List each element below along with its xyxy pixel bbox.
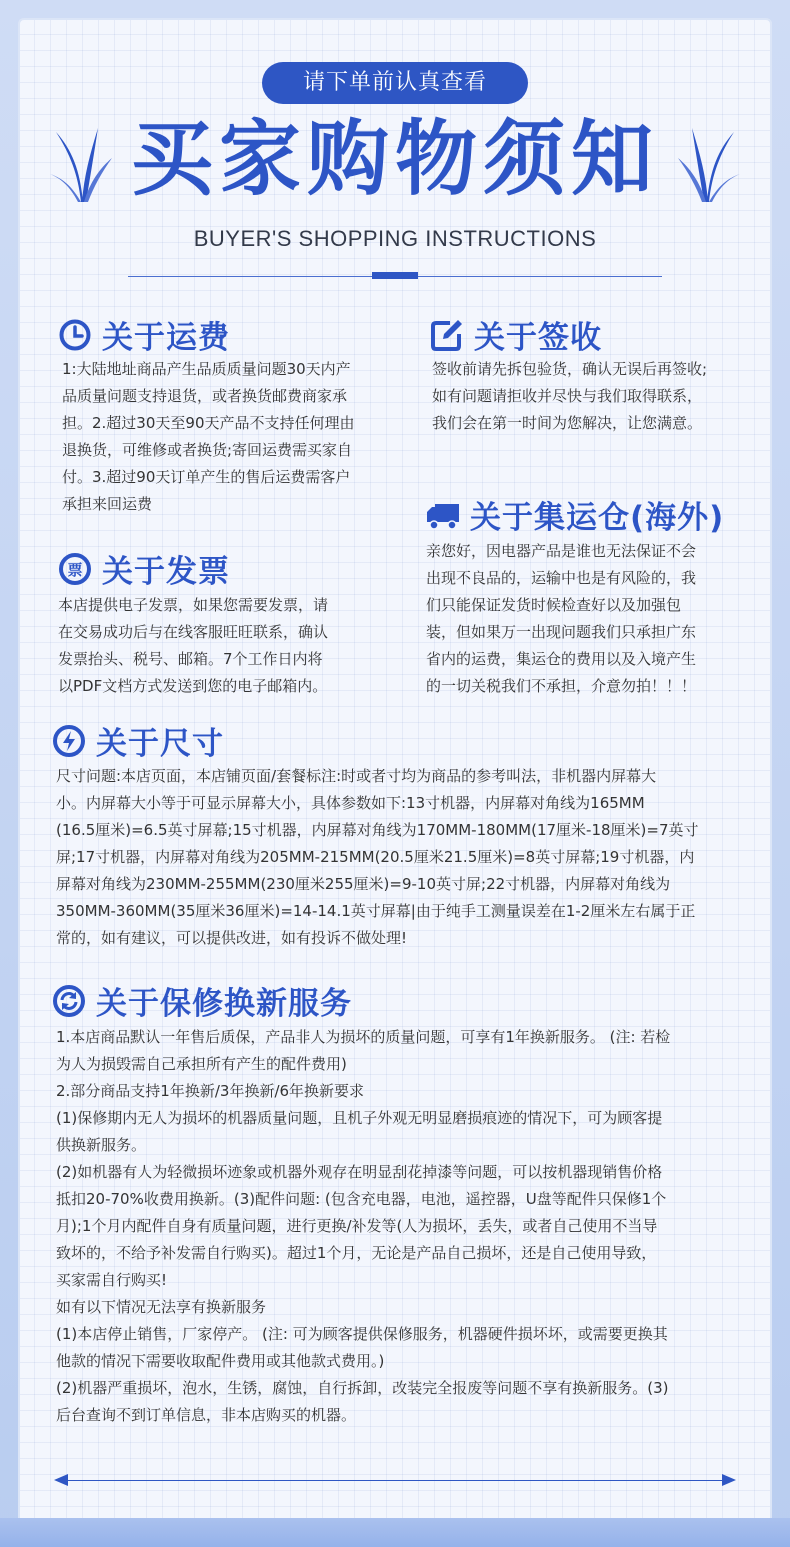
text-line: 买家需自行购买!: [56, 1271, 168, 1289]
text-line: 本店提供电子发票，如果您需要发票，请: [58, 596, 329, 614]
text-line: 以PDF文档方式发送到您的电子邮箱内。: [58, 677, 328, 695]
text-line: 发票抬头、税号、邮箱。7个工作日内将: [58, 650, 323, 668]
text-line: 1:大陆地址商品产生品质质量问题30天内产: [62, 360, 351, 378]
svg-text:票: 票: [67, 560, 83, 579]
clock-icon: [58, 318, 92, 352]
receipt-text: [432, 356, 707, 437]
text-line: (2)机器严重损坏，泡水，生锈，腐蚀，自行拆卸，改装完全报废等问题不享有换新服务。(3): [56, 1379, 669, 1397]
edit-icon: [430, 318, 464, 352]
text-line: 他款的情况下需要收取配件费用或其他款式费用。): [56, 1352, 385, 1370]
invoice-icon: [58, 552, 92, 586]
overseas-section-header: [426, 492, 724, 537]
text-line: 供换新服务。: [56, 1136, 147, 1154]
text-line: 退换货，可维修或者换货;寄回运费需买家自: [62, 441, 353, 459]
text-line: 省内的运费，集运仓的费用以及入境产生: [426, 650, 697, 668]
text-line: 为人为损毁需自己承担所有产生的配件费用): [56, 1055, 347, 1073]
text-line: 出现不良品的，运输中也是有风险的，我: [426, 569, 697, 587]
text-line: 在交易成功后与在线客服旺旺联系，确认: [58, 623, 329, 641]
refresh-icon: [52, 984, 86, 1018]
text-line: 担。2.超过30天至90天产品不支持任何理由: [62, 414, 355, 432]
english-subtitle: BUYER'S SHOPPING INSTRUCTIONS: [193, 226, 597, 251]
text-line: 月);1个月内配件自身有质量问题，进行更换/补发等(人为损坏，丢失，或者自己使用不当导: [56, 1217, 658, 1235]
receipt-section-header: [430, 312, 602, 357]
shipping-section-header: [58, 312, 230, 357]
text-line: 签收前请先拆包验货，确认无误后再签收;: [432, 360, 708, 378]
text-line: (2)如机器有人为轻微损坏迹象或机器外观存在明显刮花掉漆等问题，可以按机器现销售价格: [56, 1163, 663, 1181]
text-line: 2.部分商品支持1年换新/3年换新/6年换新要求: [56, 1082, 365, 1100]
truck-icon: [426, 498, 460, 532]
shipping-text: [62, 356, 355, 518]
text-line: (1)保修期内无人为损坏的机器质量问题，且机子外观无明显磨损痕迹的情况下，可为顾客提: [56, 1109, 663, 1127]
text-line: 我们会在第一时间为您解决，让您满意。: [432, 414, 703, 432]
arrow-right-icon: [722, 1474, 736, 1486]
lightning-icon: [52, 724, 86, 758]
text-line: 的一切关税我们不承担，介意勿拍！！！: [426, 677, 697, 695]
divider-accent: [372, 272, 418, 279]
text-line: 承担来回运费: [62, 495, 153, 513]
size-title: 关于尺寸: [96, 726, 224, 762]
bottom-band: [0, 1518, 790, 1547]
warranty-section-header: [52, 978, 352, 1023]
bottom-divider: [60, 1480, 730, 1481]
text-line: 装，但如果万一出现问题我们只承担广东: [426, 623, 697, 641]
arrow-left-icon: [54, 1474, 68, 1486]
notice-pill: 请下单前认真查看: [262, 62, 528, 104]
overseas-text: [426, 538, 696, 700]
text-line: 常的，如有建议，可以提供改进，如有投诉不做处理!: [56, 929, 408, 947]
text-line: 付。3.超过90天订单产生的售后运费需客户: [62, 468, 351, 486]
text-line: 们只能保证发货时候检查好以及加强包: [426, 596, 682, 614]
invoice-text: [58, 592, 328, 700]
invoice-section-header: [58, 546, 230, 591]
text-line: (1)本店停止销售，厂家停产。 (注: 可为顾客提供保修服务，机器硬件损坏坏，或需要更换其: [56, 1325, 668, 1343]
text-line: 如有问题请拒收并尽快与我们取得联系，: [432, 387, 703, 405]
text-line: 抵扣20-70%收费用换新。(3)配件问题: (包含充电器，电池，遥控器，U盘等配件只保修1个: [56, 1190, 667, 1208]
warranty-text: [56, 1024, 746, 1429]
text-line: 1.本店商品默认一年售后质保，产品非人为损坏的质量问题，可享有1年换新服务。 (注: 若检: [56, 1028, 671, 1046]
text-line: 后台查询不到订单信息，非本店购买的机器。: [56, 1406, 357, 1424]
text-line: (16.5厘米)=6.5英寸屏幕;15寸机器，内屏幕对角线为170MM-180MM(17厘米-18厘米)=7英寸: [56, 821, 699, 839]
shipping-title: 关于运费: [102, 320, 230, 356]
receipt-title: 关于签收: [474, 320, 602, 356]
invoice-title: 关于发票: [102, 554, 230, 590]
size-section-header: [52, 718, 224, 763]
text-line: 350MM-360MM(35厘米36厘米)=14-14.1英寸屏幕|由于纯手工测量误差在1-2厘米左右属于正: [56, 902, 696, 920]
warranty-title: 关于保修换新服务: [96, 986, 352, 1022]
overseas-title: 关于集运仓(海外): [470, 500, 725, 536]
text-line: 如有以下情况无法享有换新服务: [56, 1298, 267, 1316]
text-line: 品质量问题支持退货，或者换货邮费商家承: [62, 387, 348, 405]
text-line: 小。内屏幕大小等于可显示屏幕大小，具体参数如下:13寸机器，内屏幕对角线为165MM: [56, 794, 645, 812]
text-line: 屏;17寸机器，内屏幕对角线为205MM-215MM(20.5厘米21.5厘米)=8英寸屏幕;19寸机器，内: [56, 848, 695, 866]
text-line: 亲您好，因电器产品是谁也无法保证不会: [426, 542, 697, 560]
text-line: 屏幕对角线为230MM-255MM(230厘米255厘米)=9-10英寸屏;22寸机器，内屏幕对角线为: [56, 875, 671, 893]
main-title: 买家购物须知: [130, 112, 659, 207]
text-line: 致坏的，不给予补发需自行购买)。超过1个月，无论是产品自己损坏，还是自己使用导致，: [56, 1244, 657, 1262]
text-line: 尺寸问题:本店页面，本店铺页面/套餐标注:时或者寸均为商品的参考叫法，非机器内屏幕大: [56, 767, 657, 785]
size-text: [56, 763, 746, 952]
